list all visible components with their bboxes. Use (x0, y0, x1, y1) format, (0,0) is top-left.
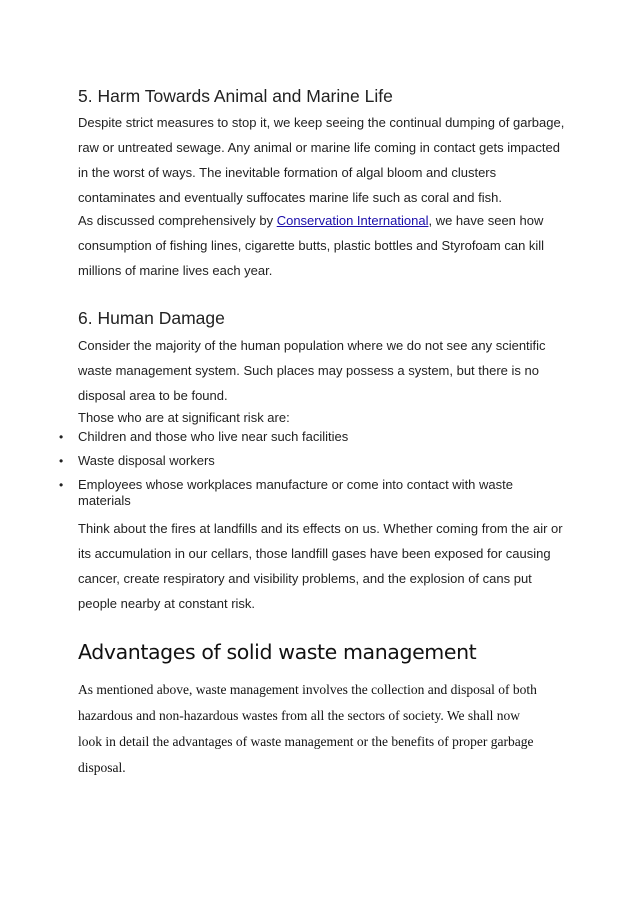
bullet-icon: • (59, 430, 64, 444)
section-6-paragraph-2 (78, 516, 578, 616)
text-line: contaminates and eventually suffocates marine life such as coral and fish. (78, 190, 502, 205)
text-line: people nearby at constant risk. (78, 596, 256, 611)
text-line: Despite strict measures to stop it, we keep seeing the continual dumping of garbage, (78, 115, 565, 130)
text-line: Think about the fires at landfills and its effects on us. Whether coming from the air or (78, 521, 563, 536)
text-line: Consider the majority of the human population where we do not see any scientific (78, 338, 546, 353)
advantages-heading: Advantages of solid waste management (78, 640, 477, 664)
text-line (78, 208, 578, 233)
text-line: hazardous and non-hazardous wastes from all the sectors of society. We shall now (78, 708, 521, 723)
text-fragment: , we have seen how (428, 213, 544, 228)
list-item-text: Employees whose workplaces manufacture or come into contact with waste materials (78, 477, 513, 508)
text-line: look in detail the advantages of waste management or the benefits of proper garbage (78, 734, 534, 749)
risk-intro: Those who are at significant risk are: (78, 410, 290, 425)
conservation-international-link[interactable]: Conservation International (276, 213, 429, 228)
section-5-heading: 5. Harm Towards Animal and Marine Life (78, 86, 393, 106)
text-line: in the worst of ways. The inevitable formation of algal bloom and clusters (78, 165, 497, 180)
section-5-paragraph-1 (78, 110, 578, 210)
list-item (56, 429, 586, 445)
advantages-paragraph (78, 677, 578, 781)
text-line: millions of marine lives each year. (78, 263, 273, 278)
text-line: cancer, create respiratory and visibility problems, and the explosion of cans put (78, 571, 532, 586)
bullet-icon: • (59, 478, 64, 492)
text-line: As mentioned above, waste management involves the collection and disposal of both (78, 682, 537, 697)
text-fragment: As discussed comprehensively by (78, 213, 277, 228)
text-line: raw or untreated sewage. Any animal or marine life coming in contact gets impacted (78, 140, 560, 155)
list-item (56, 477, 518, 509)
section-5-paragraph-2 (78, 208, 578, 283)
risk-list (56, 429, 586, 509)
list-item (56, 453, 586, 469)
text-line: disposal. (78, 760, 126, 775)
text-line: disposal area to be found. (78, 388, 228, 403)
list-item-text: Children and those who live near such facilities (78, 429, 349, 444)
text-line: its accumulation in our cellars, those landfill gases have been exposed for causing (78, 546, 551, 561)
bullet-icon: • (59, 454, 64, 468)
text-line: consumption of fishing lines, cigarette butts, plastic bottles and Styrofoam can kill (78, 238, 545, 253)
list-item-text: Waste disposal workers (78, 453, 215, 468)
section-6-paragraph-1 (78, 333, 578, 408)
section-6-heading: 6. Human Damage (78, 308, 225, 328)
text-line: waste management system. Such places may possess a system, but there is no (78, 363, 539, 378)
